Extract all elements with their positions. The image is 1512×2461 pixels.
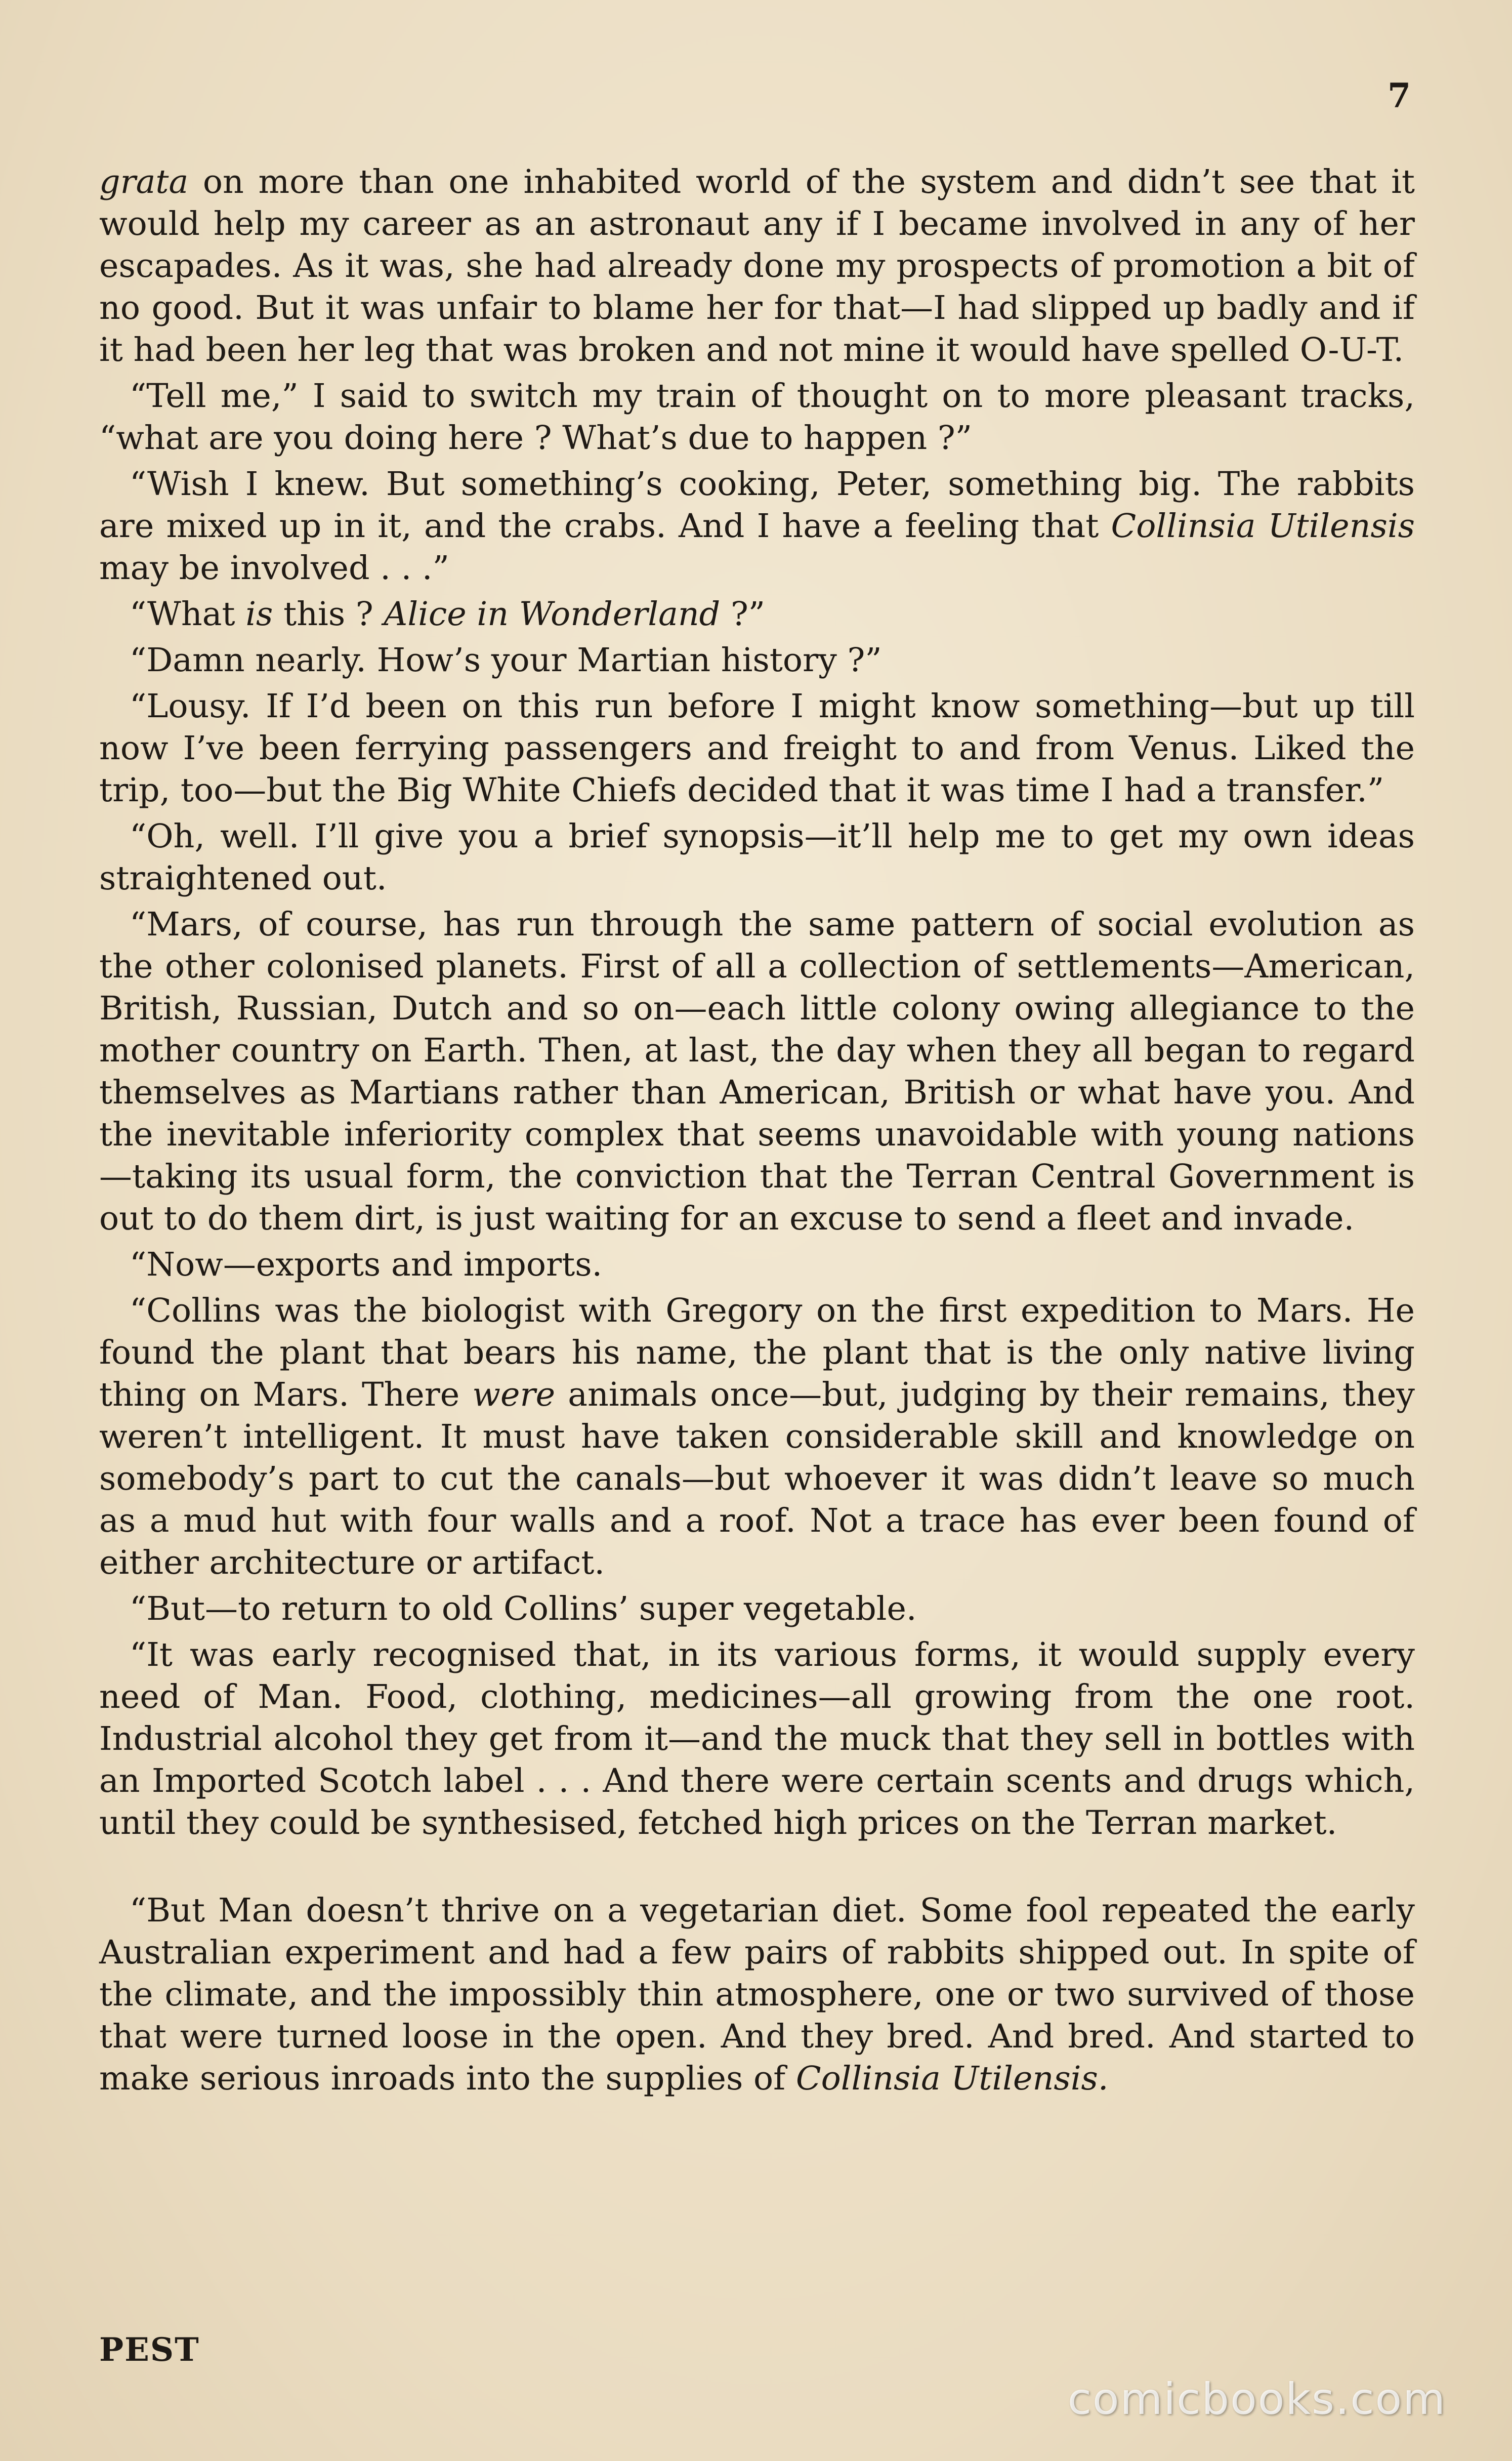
paragraph (99, 463, 1415, 589)
text-run: “What (130, 595, 246, 633)
paragraph (99, 685, 1415, 811)
watermark-logo: comicbooks.com (1067, 2374, 1446, 2425)
italic-run: were (472, 1376, 556, 1414)
text-run: this ? (273, 595, 384, 633)
italic-run: is (245, 595, 273, 633)
page-number: 7 (1388, 76, 1411, 115)
paragraph (99, 815, 1415, 899)
paragraph (99, 1244, 1415, 1286)
text-run: “But—to return to old Collins’ super vegetable. (130, 1590, 917, 1628)
paragraph (99, 593, 1415, 635)
italic-run: Collinsia Utilensis. (795, 2060, 1109, 2098)
text-run: on more than one inhabited world of the system and didn’t see that it would help my career as an astronaut any if I became involved in any of her escapades. As it was, she had already done my prospects of promotion a bit of no good. But it was unfair to blame her for that—I had slipped up badly and if it had been her leg that was broken and not mine it would have spelled O-U-T. (99, 163, 1415, 369)
text-run: “Collins was the biologist with Gregory on the first expedition to Mars. He found the plant that bears his name, the plant that is the only native living thing on Mars. There (99, 1292, 1415, 1414)
italic-run: Collinsia Utilensis (1111, 507, 1415, 545)
body-text (99, 161, 1415, 2104)
text-run: “But Man doesn’t thrive on a vegetarian diet. Some fool repeated the early Australian experiment and had a few pairs of rabbits shipped out. In spite of the climate, and the impossibly thin atmosphere, one or two survived of those that were turned loose in the open. And they bred. And bred. And started to make serious inroads into the supplies of (99, 1892, 1415, 2098)
paragraph (99, 1890, 1415, 2100)
text-run: “Wish I knew. But something’s cooking, Peter, something big. The rabbits are mixed up in it, and the crabs. And I have a feeling that (99, 465, 1415, 545)
text-run: “Mars, of course, has run through the same pattern of social evolution as the other colonised planets. First of all a collection of settlements—American, British, Russian, Dutch and so on—each little colony owing allegiance to the mother country on Earth. Then, at last, the day when they all began to regard themselves as Martians rather than American, British or what have you. And the inevitable inferiority complex that seems unavoidable with young nations—taking its usual form, the conviction that the Terran Central Government is out to do them dirt, is just waiting for an excuse to send a fleet and invade. (99, 906, 1415, 1238)
paragraph (99, 1290, 1415, 1584)
text-run: “Tell me,” I said to switch my train of thought on to more pleasant tracks, “what are you doing here ? What’s due to happen ?” (99, 377, 1415, 457)
italic-run: Alice in Wonderland (384, 595, 721, 633)
text-run: animals once—but, judging by their remains, they weren’t intelligent. It must have taken considerable skill and knowledge on somebody’s part to cut the canals—but whoever it was didn’t leave so much as a mud hut with four walls and a roof. Not a trace has ever been found of either architecture or artifact. (99, 1376, 1415, 1582)
paragraph (99, 1588, 1415, 1630)
text-run: ?” (720, 595, 766, 633)
footer-title: PEST (99, 2331, 200, 2369)
paragraph (99, 161, 1415, 371)
paragraph (99, 904, 1415, 1240)
italic-run: grata (99, 163, 189, 201)
paragraph (99, 375, 1415, 459)
text-run: “Lousy. If I’d been on this run before I might know something—but up till now I’ve been ferrying passengers and freight to and from Venus. Liked the trip, too—but the Big White Chiefs decided that it was time I had a transfer.” (99, 687, 1415, 809)
text-run: “Now—exports and imports. (130, 1246, 603, 1284)
paragraph (99, 1634, 1415, 1844)
text-run: “It was early recognised that, in its various forms, it would supply every need of Man. Food, clothing, medicines—all growing from the one root. Industrial alcohol they get from it—and the muck that they sell in bottles with an Imported Scotch label . . . And there were certain scents and drugs which, until they could be synthesised, fetched high prices on the Terran market. (99, 1636, 1415, 1842)
text-run: may be involved . . .” (99, 549, 449, 587)
text-run: “Oh, well. I’ll give you a brief synopsis—it’ll help me to get my own ideas straightened out. (99, 817, 1415, 897)
text-run: “Damn nearly. How’s your Martian history ?” (130, 641, 882, 679)
paragraph (99, 639, 1415, 681)
